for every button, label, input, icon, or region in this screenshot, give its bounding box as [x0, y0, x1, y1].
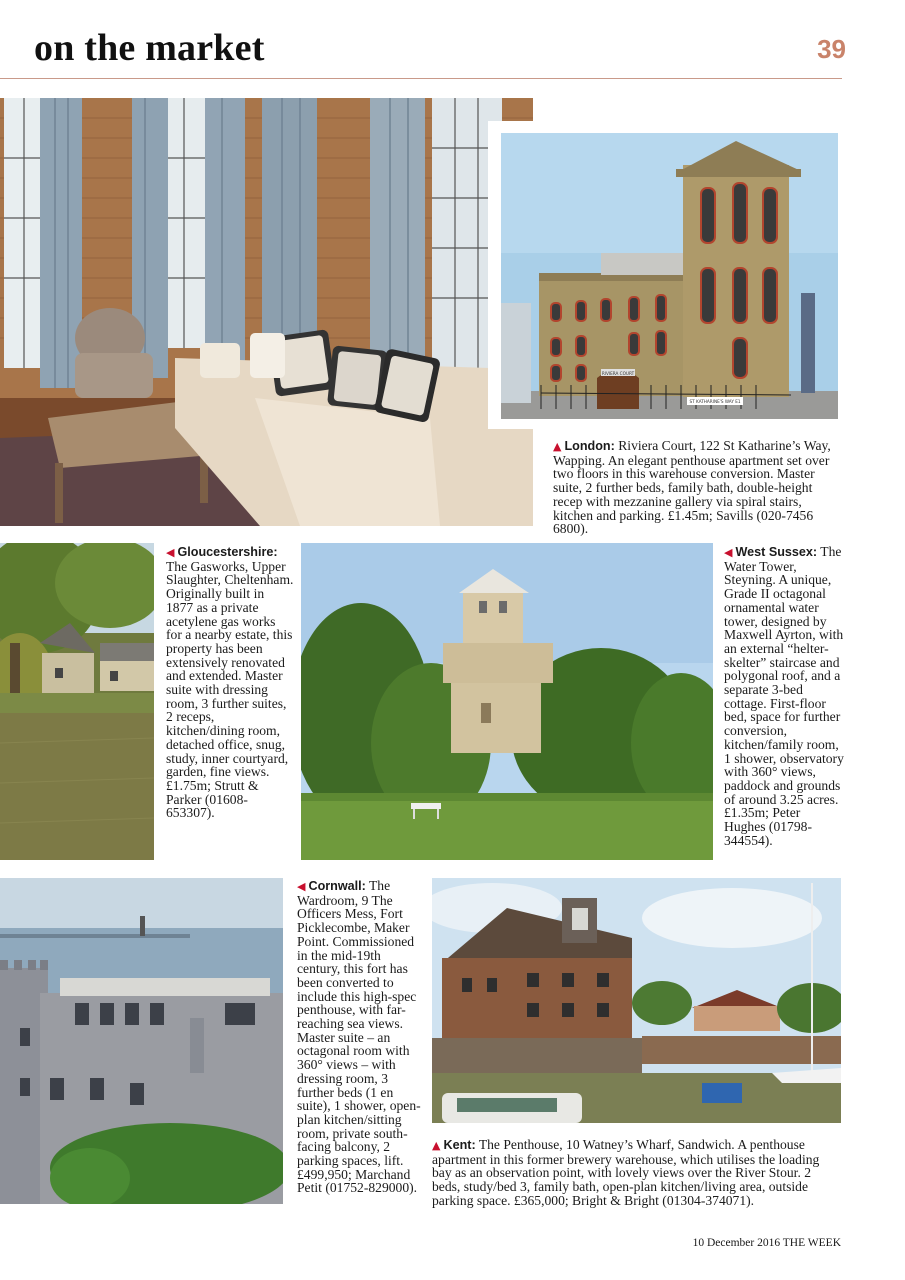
caption-arrow-icon: ▲	[432, 1139, 441, 1152]
kent-description: The Penthouse, 10 Watney’s Wharf, Sandwich. A penthouse apartment in this former brewery warehouse, which utilises the loading bay as an observation point, with lovely views over the River Stour. 2 beds, study/bed 3, family bath, open-plan kitchen/living area, outside parking space. £365,000; Bright & Bright (01304-374071).	[432, 1137, 820, 1208]
street-sign: ST KATHARINE'S WAY E1	[689, 399, 741, 404]
footer-date: 10 December 2016	[692, 1237, 781, 1249]
header-divider	[0, 78, 842, 79]
west-sussex-photo	[301, 543, 713, 860]
kent-photo	[432, 878, 841, 1123]
caption-arrow-icon: ◀	[724, 546, 733, 559]
london-interior-photo	[0, 98, 533, 526]
building-sign: RIVIERA COURT	[601, 371, 635, 376]
london-location: London:	[564, 439, 615, 453]
gloucestershire-description: The Gasworks, Upper Slaughter, Cheltenham. Originally built in 1877 as a private acetylene gas works for a nearby estate, this property has been extensively renovated and extended. Master suite with dressing room, 3 further suites, 2 receps, kitchen/dining room, detached office, snug, study, inner courtyard, garden, fine views. £1.75m; Strutt & Parker (01608-653307).	[166, 558, 294, 821]
west-sussex-description: The Water Tower, Steyning. A unique, Grade II octagonal ornamental water tower, designed by Maxwell Ayrton, with an external “helter-skelter” staircase and polygonal roof, and a separate 3-bed cottage. First-floor bed, space for further conversion, kitchen/family room, 1 shower, observatory with 360° views, paddock and grounds of around 3.25 acres. £1.35m; Peter Hughes (01798-344554).	[724, 544, 844, 848]
west-sussex-caption	[724, 545, 844, 847]
gloucestershire-caption	[166, 545, 294, 820]
west-sussex-location: West Sussex:	[735, 545, 818, 559]
cornwall-caption	[297, 879, 421, 1195]
kent-location: Kent:	[443, 1138, 476, 1152]
cornwall-location: Cornwall:	[308, 879, 366, 893]
cornwall-photo	[0, 878, 283, 1204]
page-number: 39	[817, 34, 846, 64]
footer	[600, 1237, 841, 1249]
caption-arrow-icon: ◀	[297, 880, 306, 893]
kent-caption	[432, 1138, 842, 1208]
caption-arrow-icon: ▲	[553, 440, 562, 453]
gloucestershire-photo	[0, 543, 154, 860]
section-title: on the market	[34, 27, 265, 69]
london-exterior-photo	[501, 133, 838, 419]
footer-publication: THE WEEK	[782, 1237, 841, 1249]
caption-arrow-icon: ◀	[166, 546, 175, 559]
london-caption	[553, 439, 843, 536]
cornwall-description: The Wardroom, 9 The Officers Mess, Fort Picklecombe, Maker Point. Commissioned in the mid-19th century, this fort has been converted to include this high-spec penthouse, with far-reaching sea views. Master suite – an octagonal room with 360° views – with dressing room, 3 further beds (1 en suite), 1 shower, open-plan kitchen/sitting room, private south-facing balcony, 2 parking spaces, lift. £499,950; Marchand Petit (01752-829000).	[297, 878, 421, 1196]
london-description: Riviera Court, 122 St Katharine’s Way, Wapping. An elegant penthouse apartment set over two floors in this warehouse conversion. Master suite, 2 further beds, family bath, double-height recep with mezzanine gallery via spiral stairs, kitchen and parking. £1.45m; Savills (020-7456 6800).	[553, 438, 831, 537]
gloucestershire-location: Gloucestershire:	[177, 545, 278, 559]
